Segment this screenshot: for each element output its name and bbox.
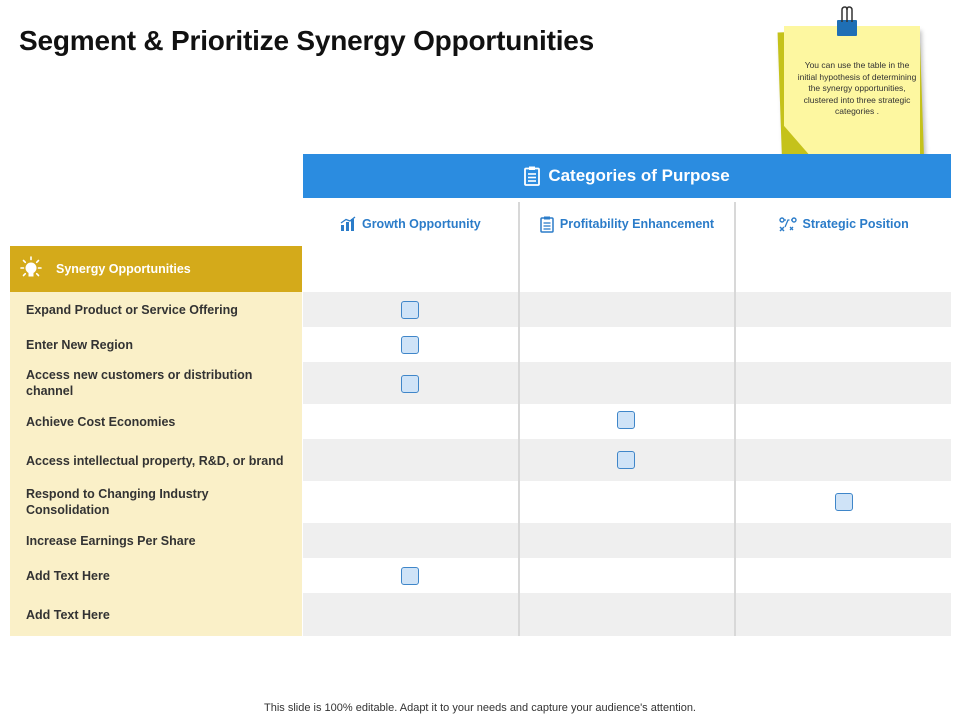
column-header-profitability <box>520 202 737 246</box>
checkbox-growth-row-8[interactable] <box>401 567 419 585</box>
checkbox-growth-row-2[interactable] <box>401 336 419 354</box>
sticky-note-text: You can use the table in the initial hypothesis of determining the synergy opportunities, clustered into three strategic categories . <box>797 60 917 116</box>
grid-band <box>303 246 951 292</box>
categories-header-label: Categories of Purpose <box>548 166 730 185</box>
grid-band <box>303 481 951 523</box>
checkbox-profitability-row-4[interactable] <box>617 411 635 429</box>
row-label: Add Text Here <box>26 608 110 622</box>
binder-clip-icon <box>834 6 860 38</box>
clipboard-icon <box>524 166 540 186</box>
row-label: Increase Earnings Per Share <box>26 534 196 548</box>
column-header-row <box>303 202 951 246</box>
column-header-strategic <box>736 202 951 246</box>
row-label: Access new customers or distribution channel <box>26 368 253 398</box>
row-label: Access intellectual property, R&D, or brand <box>26 454 284 468</box>
column-header-label: Profitability Enhancement <box>559 217 715 231</box>
column-header-growth <box>303 202 520 246</box>
column-divider <box>518 246 520 636</box>
synergy-header-label: Synergy Opportunities <box>56 262 191 276</box>
row-label: Achieve Cost Economies <box>26 415 176 429</box>
bar-chart-icon <box>340 216 356 232</box>
check-grid <box>303 246 951 636</box>
sticky-note <box>778 6 924 172</box>
column-divider <box>734 246 736 636</box>
synergy-header <box>10 246 302 292</box>
footer-text: This slide is 100% editable. Adapt it to your needs and capture your audience's attention. <box>264 702 696 714</box>
checkbox-strategic-row-6[interactable] <box>835 493 853 511</box>
column-header-label: Growth Opportunity <box>361 217 481 231</box>
lightbulb-icon <box>18 256 44 282</box>
column-header-label: Strategic Position <box>802 217 909 231</box>
categories-header <box>303 154 951 198</box>
checkbox-growth-row-1[interactable] <box>401 301 419 319</box>
grid-band <box>303 593 951 636</box>
row-label: Respond to Changing Industry Consolidation <box>26 487 209 517</box>
checkbox-growth-row-3[interactable] <box>401 375 419 393</box>
row-label: Add Text Here <box>26 569 110 583</box>
page-title: Segment & Prioritize Synergy Opportunities <box>19 25 595 56</box>
grid-band <box>303 523 951 558</box>
clipboard-icon <box>540 216 554 233</box>
row-label: Enter New Region <box>26 338 133 352</box>
row-label-column <box>10 292 302 636</box>
row-label: Expand Product or Service Offering <box>26 303 238 317</box>
checkbox-profitability-row-5[interactable] <box>617 451 635 469</box>
strategy-icon <box>779 216 797 232</box>
